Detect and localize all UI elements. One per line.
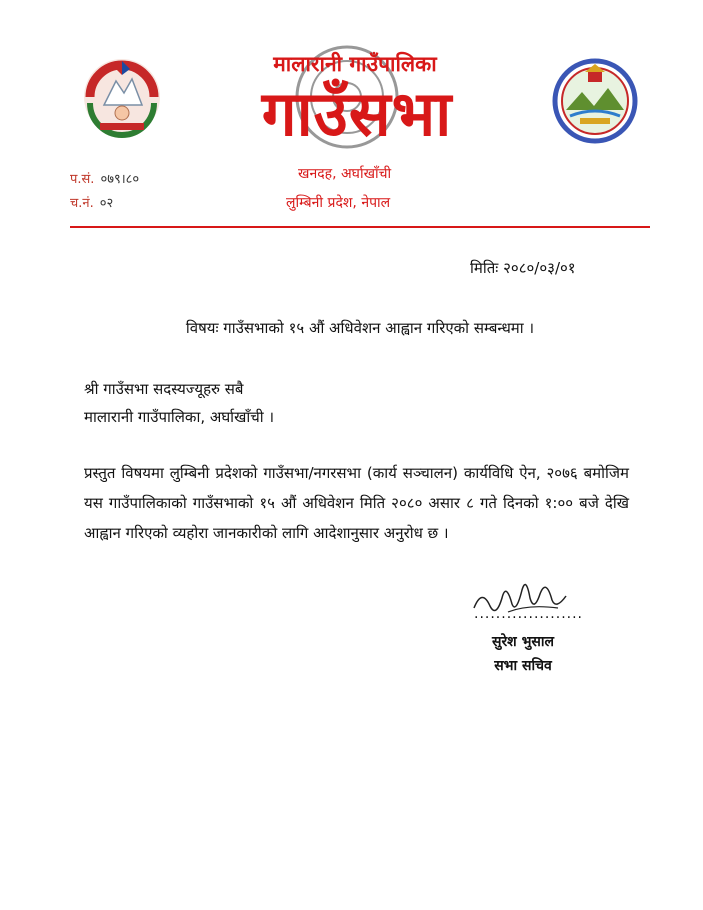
letter-body: प्रस्तुत विषयमा लुम्बिनी प्रदेशको गाउँसभा/नगरसभा (कार्य सञ्चालन) कार्यविधि ऐन, २०७६ बमोजिम यस गाउँपालिकाको गाउँसभाको १५ औं अधिवेशन मिति २०८० असार ८ गते दिनको १:०० बजे देखि आह्वान गरिएको व्यहोरा जानकारीको लागि आदेशानुसार अनुरोध छ ।: [84, 464, 629, 542]
signature-line: ....................: [474, 606, 584, 622]
reference-block: [70, 168, 139, 216]
address-line2: लुम्बिनी प्रदेश, नेपाल: [286, 195, 391, 211]
recipient-line1: श्री गाउँसभा सदस्यज्यूहरु सबै: [84, 380, 244, 398]
assembly-title: गाउँसभा: [261, 77, 453, 150]
ps-label: प.सं.: [70, 172, 95, 187]
nepal-emblem-icon: [80, 55, 164, 139]
recipient-line2: मालारानी गाउँपालिका, अर्घाखाँची ।: [84, 408, 275, 426]
signatory-block: [478, 630, 568, 678]
municipality-logo-icon: [552, 58, 638, 144]
municipality-name: मालारानी गाउँपालिका: [273, 52, 437, 76]
address-line1: खनदह, अर्घाखाँची: [298, 166, 392, 182]
recipient-block: [84, 375, 274, 431]
header-divider: [70, 226, 650, 228]
ps-value: ०७९।८०: [100, 172, 140, 187]
letter-subject: विषयः गाउँसभाको १५ औं अधिवेशन आह्वान गरिएको सम्बन्धमा ।: [185, 319, 535, 337]
chn-value: ०२: [99, 196, 114, 211]
signatory-title: सभा सचिव: [494, 658, 552, 674]
chn-label: च.नं.: [70, 196, 94, 211]
signatory-name: सुरेश भुसाल: [491, 634, 554, 650]
letter-date: मितिः २०८०/०३/०१: [470, 259, 576, 277]
